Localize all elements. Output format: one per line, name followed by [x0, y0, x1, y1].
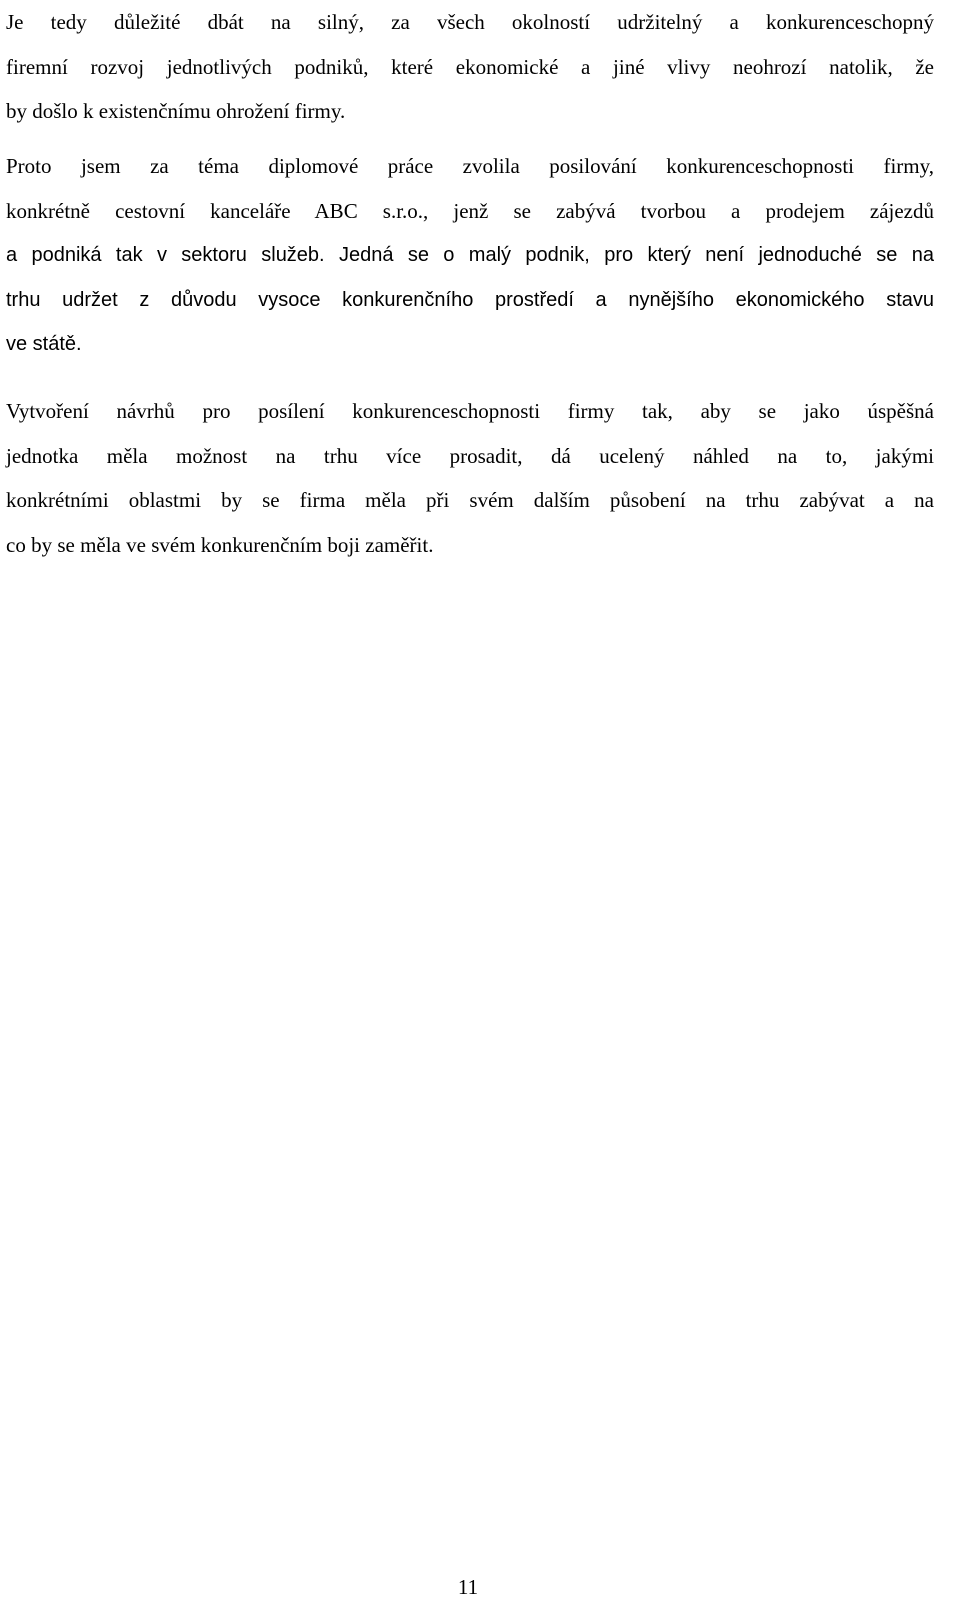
paragraph-3: [6, 389, 934, 567]
paragraph-line: Proto jsem za téma diplomové práce zvolila posilování konkurenceschopnosti firmy,: [6, 154, 934, 178]
paragraph-line: by došlo k existenčnímu ohrožení firmy.: [6, 99, 346, 123]
paragraph-line: Je tedy důležité dbát na silný, za všech okolností udržitelný a konkurenceschopný: [6, 10, 934, 34]
paragraph-line: a podniká tak v sektoru služeb. Jedná se o malý podnik, pro který není jednoduché se na: [6, 244, 934, 266]
paragraph-line: ve státě.: [6, 333, 82, 355]
paragraph-line: konkrétně cestovní kanceláře ABC s.r.o., jenž se zabývá tvorbou a prodejem zájezdů: [6, 198, 934, 223]
paragraph-line: konkrétními oblastmi by se firma měla při svém dalším působení na trhu zabývat a na: [6, 488, 934, 512]
paragraph-1: [6, 0, 934, 134]
paragraph-2: [6, 144, 934, 367]
paragraph-line: trhu udržet z důvodu vysoce konkurenčního prostředí a nynějšího ekonomického stavu: [6, 288, 934, 311]
paragraph-line: Vytvoření návrhů pro posílení konkurenceschopnosti firmy tak, aby se jako úspěšná: [6, 399, 934, 423]
paragraph-line: firemní rozvoj jednotlivých podniků, které ekonomické a jiné vlivy neohrozí natolik, že: [6, 54, 934, 79]
paragraph-line: co by se měla ve svém konkurenčním boji zaměřit.: [6, 532, 434, 557]
paragraph-line: jednotka měla možnost na trhu více prosadit, dá ucelený náhled na to, jakými: [6, 443, 934, 468]
page-number: 11: [457, 1575, 479, 1599]
